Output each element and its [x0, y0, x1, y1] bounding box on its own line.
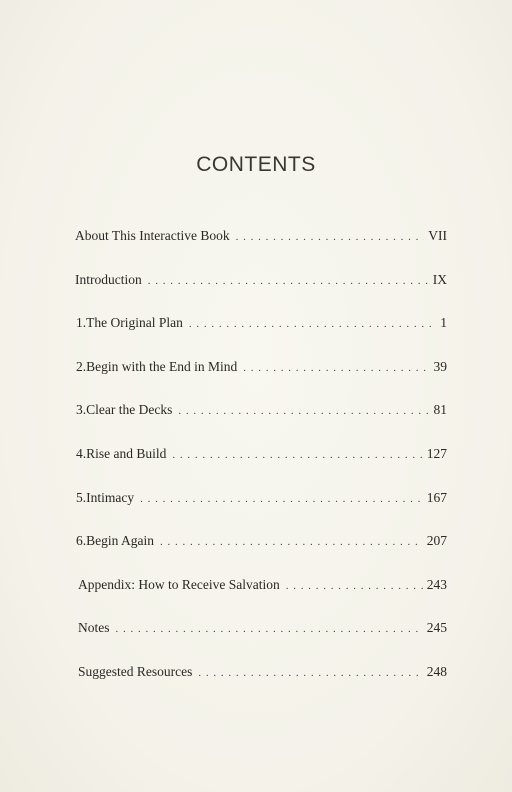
contents-heading: CONTENTS	[196, 153, 316, 176]
dot-leader	[243, 362, 429, 374]
toc-entry-page: VII	[428, 228, 447, 243]
toc-entry-chapter-4	[75, 446, 447, 490]
chapter-number: 3.	[76, 402, 87, 418]
toc-entry-page: 248	[426, 663, 447, 679]
toc-entry-title: The Original Plan	[86, 315, 183, 331]
toc-entry-page: 207	[426, 533, 447, 549]
toc-entry-title: Begin with the End in Mind	[86, 358, 238, 374]
toc-entry-title: Introduction	[75, 271, 142, 287]
toc-entry-notes	[75, 620, 447, 664]
dot-leader	[140, 493, 423, 505]
dot-leader	[189, 318, 436, 330]
toc-entry-title: Clear the Decks	[86, 402, 173, 418]
toc-entry-suggested-resources	[75, 664, 447, 708]
dot-leader	[178, 405, 429, 417]
table-of-contents	[75, 228, 447, 708]
toc-entry-introduction	[75, 272, 447, 316]
toc-entry-page: 39	[433, 358, 447, 374]
toc-entry-title: Intimacy	[86, 489, 135, 505]
dot-leader	[236, 231, 425, 243]
chapter-number: 1.	[76, 315, 87, 331]
toc-entry-page: 81	[433, 402, 447, 418]
toc-entry-title: Notes	[78, 620, 110, 636]
toc-entry-title: Appendix: How to Receive Salvation	[78, 576, 280, 592]
toc-entry-chapter-3	[75, 402, 447, 446]
chapter-number: 2.	[76, 358, 87, 374]
toc-entry-title: About This Interactive Book	[75, 228, 230, 243]
toc-entry-title: Begin Again	[86, 533, 154, 549]
dot-leader	[116, 623, 423, 635]
toc-entry-about	[75, 228, 447, 272]
toc-entry-appendix	[75, 577, 447, 621]
toc-entry-page: 243	[426, 576, 447, 592]
toc-entry-chapter-6	[75, 533, 447, 577]
chapter-number: 6.	[76, 533, 87, 549]
toc-entry-title: Rise and Build	[86, 445, 167, 461]
toc-entry-page: 167	[426, 489, 447, 505]
toc-entry-chapter-5	[75, 490, 447, 534]
toc-entry-page: 127	[426, 445, 447, 461]
dot-leader	[286, 580, 423, 592]
toc-entry-chapter-2	[75, 359, 447, 403]
toc-entry-page: 245	[426, 620, 447, 636]
dot-leader	[160, 536, 423, 548]
toc-entry-page: 1	[440, 315, 447, 331]
dot-leader	[198, 667, 422, 679]
toc-entry-chapter-1	[75, 315, 447, 359]
dot-leader	[148, 275, 429, 287]
chapter-number: 5.	[76, 489, 87, 505]
toc-entry-page: IX	[432, 271, 447, 287]
chapter-number: 4.	[76, 445, 87, 461]
toc-entry-title: Suggested Resources	[78, 663, 193, 679]
dot-leader	[172, 449, 422, 461]
